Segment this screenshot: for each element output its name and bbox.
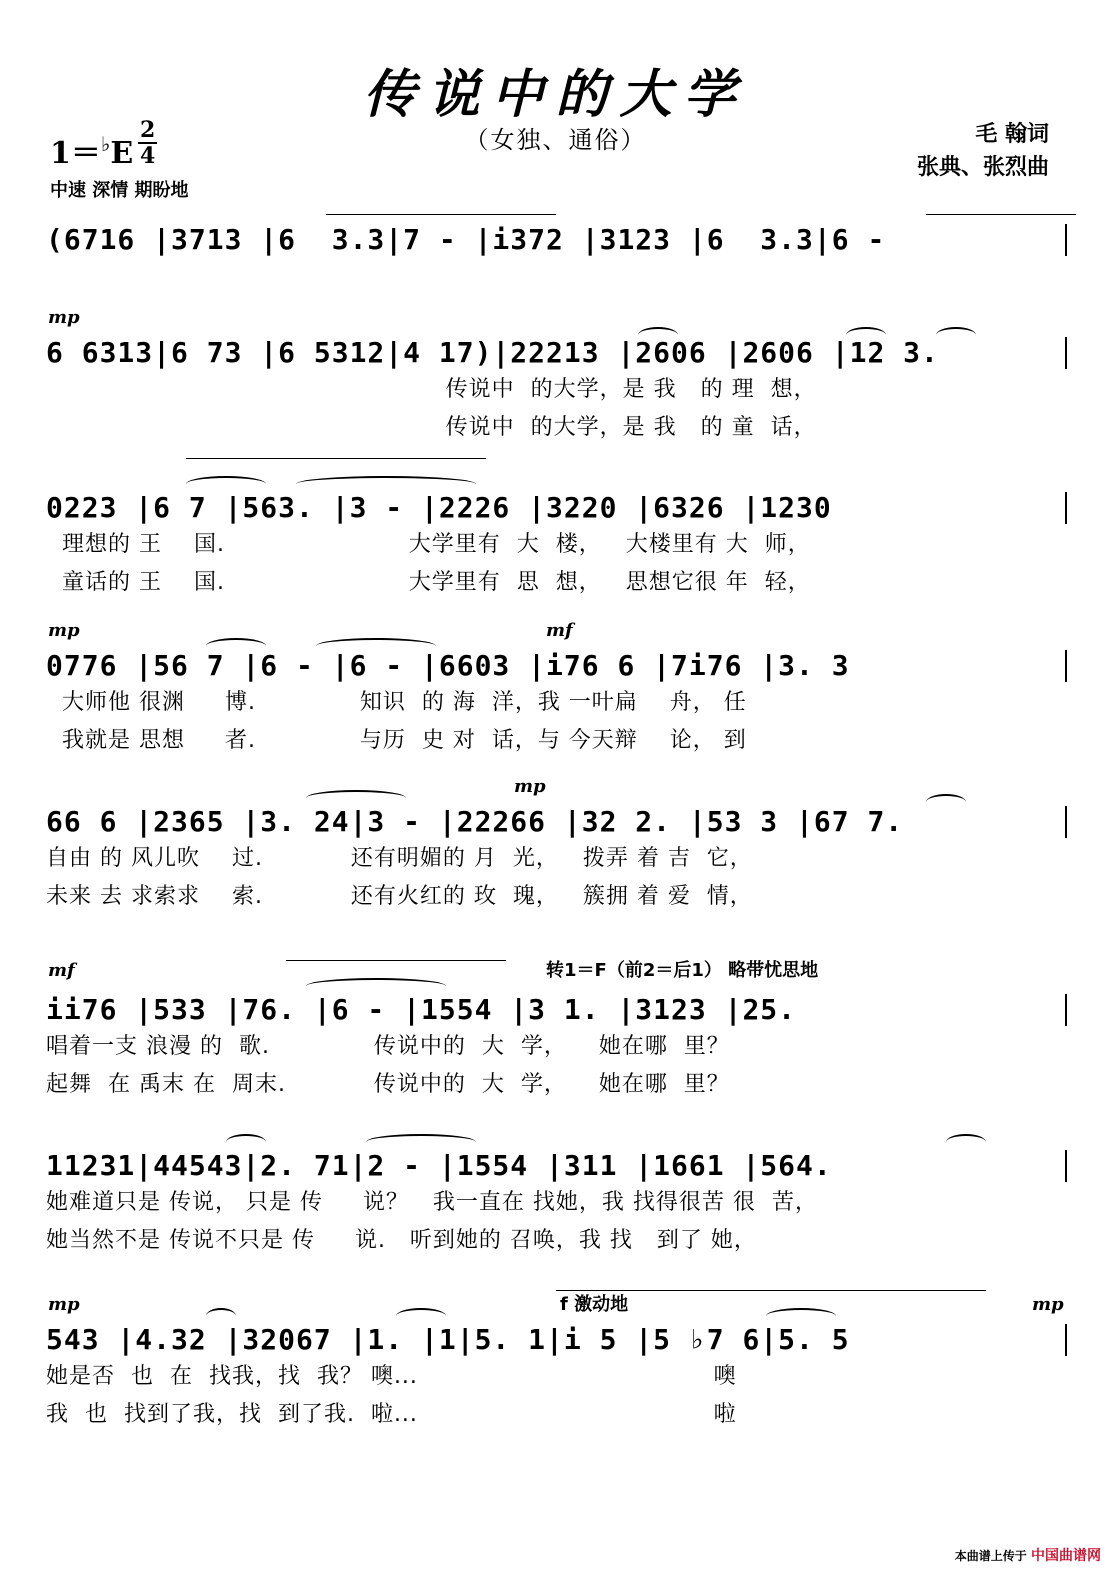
dynamic-mark: mp <box>48 1294 80 1315</box>
slur <box>946 1134 986 1150</box>
barline <box>1065 806 1067 838</box>
barline <box>1065 650 1067 682</box>
crescendo-mark <box>186 458 486 469</box>
slur <box>366 1134 476 1150</box>
slur <box>206 638 266 654</box>
lyrics-verse-1: 她是否 也 在 找我，找 我？ 噢... 噢 <box>46 1364 737 1389</box>
lyrics-verse-2: 起舞 在 禹末 在 周末. 传说中的 大 学， 她在哪 里？ <box>46 1072 730 1097</box>
notation-line: 66 6 |2365 |3. 24|3 - |22266 |32 2. |53 3 |67 7. <box>46 805 904 838</box>
crescendo-mark <box>286 960 506 971</box>
slur <box>396 1308 446 1324</box>
staff-system-5 <box>46 776 1067 962</box>
dynamic-mark: mp <box>1032 1294 1064 1315</box>
notation-line: 11231|44543|2. 71|2 - |1554 |311 |1661 |564. <box>46 1149 832 1182</box>
footer-watermark <box>955 1545 1101 1565</box>
song-title: 传说中的大学 <box>363 64 748 125</box>
crescendo-mark <box>556 1290 986 1301</box>
lyrics-verse-1: 大师他 很渊 博. 知识 的 海 洋，我 一叶扁 舟， 任 <box>46 690 747 715</box>
footer-brand: 中国曲谱网 <box>1031 1548 1101 1564</box>
lyrics-verse-1: 自由 的 风儿吹 过. 还有明媚的 月 光， 拨弄 着 吉 它， <box>46 846 753 871</box>
slur <box>316 638 436 654</box>
crescendo-mark <box>326 214 556 225</box>
notation-line: ii76 |533 |76. |6 - |1554 |3 1. |3123 |25. <box>46 993 797 1026</box>
slur <box>766 1308 836 1324</box>
barline <box>1065 1150 1067 1182</box>
lyrics-verse-1: 她难道只是 传说， 只是 传 说？ 我一直在 找她，我 找得很苦 很 苦， <box>46 1190 818 1215</box>
lyrics-verse-2: 我 也 找到了我，找 到了我. 啦... 啦 <box>46 1402 737 1427</box>
lyrics-verse-2: 未来 去 求索求 索. 还有火红的 玫 瑰， 簇拥 着 爱 情， <box>46 884 753 909</box>
dynamic-mark: mf <box>546 620 573 641</box>
notation-line: 543 |4.32 |32067 |1. |1|5. 1|i 5 |5 ♭7 6|5. 5 <box>46 1323 850 1356</box>
lyrics-verse-1: 理想的 王 国. 大学里有 大 楼， 大楼里有 大 师， <box>46 532 811 557</box>
lyrics-verse-1: 唱着一支 浪漫 的 歌. 传说中的 大 学， 她在哪 里？ <box>46 1034 730 1059</box>
staff-system-7 <box>46 1146 1067 1306</box>
dynamic-mark: mp <box>48 307 80 328</box>
barline <box>1065 337 1067 369</box>
slur <box>638 327 678 343</box>
slur <box>306 790 406 806</box>
notation-line: 0776 |56 7 |6 - |6 - |6603 |i76 6 |7i76 |3. 3 <box>46 649 850 682</box>
barline <box>1065 994 1067 1026</box>
notation-line: 6 6313|6 73 |6 5312|4 17)|22213 |2606 |2606 |12 3. <box>46 336 939 369</box>
slur <box>936 327 976 343</box>
flat-icon: ♭ <box>100 132 111 156</box>
lyrics-verse-2: 童话的 王 国. 大学里有 思 想， 思想它很 年 轻， <box>46 570 811 595</box>
slur <box>226 1134 266 1150</box>
staff-system-6 <box>46 960 1067 1150</box>
dynamic-mark: mp <box>514 776 546 797</box>
tempo-marking: 中速 深情 期盼地 <box>50 180 189 201</box>
slur <box>926 794 966 810</box>
lyrics-verse-2: 我就是 思想 者. 与历 史 对 话，与 今天辩 论， 到 <box>46 728 747 753</box>
lyrics-verse-2: 她当然不是 传说不只是 传 说. 听到她的 召唤，我 找 到了 她， <box>46 1228 757 1253</box>
notation-line: (6716 |3713 |6 3.3|7 - |i372 |3123 |6 3.3|6 - <box>46 223 886 256</box>
lyrics-verse-2: 传说中 的大学，是 我 的 童 话， <box>46 415 817 440</box>
slur <box>306 978 446 994</box>
notation-line: 0223 |6 7 |563. |3 - |2226 |3220 |6326 |1230 <box>46 491 832 524</box>
key-note: E <box>110 136 134 171</box>
barline <box>1065 1324 1067 1356</box>
barline <box>1065 492 1067 524</box>
dynamic-mark: mp <box>48 620 80 641</box>
credits <box>917 118 1049 184</box>
key-prefix: 1＝ <box>50 136 101 171</box>
meter-top: 2 <box>140 117 156 143</box>
lyricist: 毛 翰词 <box>975 122 1049 147</box>
key-change-note: 转1＝F（前2＝后1） 略带忧思地 <box>546 960 819 981</box>
slur <box>846 327 886 343</box>
slur <box>296 476 476 492</box>
meter-bottom: 4 <box>140 143 156 169</box>
staff-system-4 <box>46 620 1067 806</box>
composer: 张典、张烈曲 <box>916 155 1049 180</box>
crescendo-mark <box>926 214 1076 225</box>
staff-system-2 <box>46 307 1067 493</box>
footer-note: 本曲谱上传于 <box>954 1549 1027 1563</box>
slur <box>206 1308 236 1324</box>
lyrics-verse-1: 传说中 的大学，是 我 的 理 想， <box>46 377 817 402</box>
barline <box>1065 224 1067 256</box>
slur <box>186 476 266 492</box>
staff-system-8 <box>46 1294 1067 1480</box>
song-subtitle: （女独、通俗） <box>464 126 647 154</box>
dynamic-mark: mf <box>48 960 75 981</box>
expression-mark: f 激动地 <box>560 1294 629 1315</box>
time-signature <box>138 118 157 168</box>
key-signature <box>50 128 133 172</box>
